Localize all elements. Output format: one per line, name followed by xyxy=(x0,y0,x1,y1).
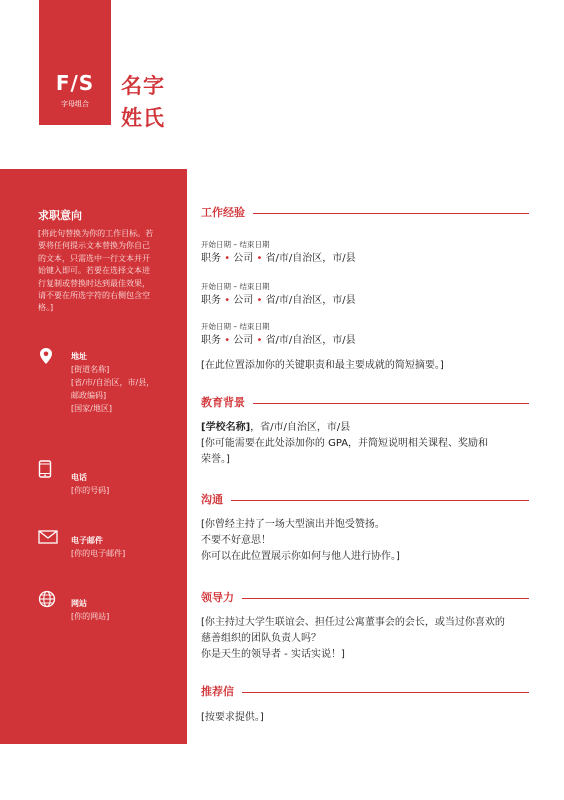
references-section-title: 推荐信 xyxy=(201,684,242,700)
school-location: ，省/市/自治区，市/县 xyxy=(250,422,351,433)
job-dates: 开始日期 – 结束日期 xyxy=(201,240,270,249)
text-line: 不要不好意思！ xyxy=(201,535,271,546)
education-school-line xyxy=(201,420,529,436)
text-line: 慈善组织的团队负责人吗？ xyxy=(201,633,321,644)
address-label: 地址 xyxy=(71,352,87,361)
leadership-section-header xyxy=(201,590,529,606)
communication-text xyxy=(201,517,529,565)
section-rule xyxy=(201,598,529,599)
leadership-text xyxy=(201,615,529,663)
website-label: 网站 xyxy=(71,599,87,608)
communication-section-header xyxy=(201,492,529,508)
monogram-initials: F/S xyxy=(55,71,95,95)
section-rule xyxy=(201,500,529,501)
job-entry xyxy=(201,282,356,306)
monogram-block xyxy=(39,0,111,125)
job-title-line xyxy=(201,296,356,306)
job-company: 公司 xyxy=(233,335,254,346)
education-details: [你可能需要在此处添加你的 GPA，并简短说明相关课程、奖励和 xyxy=(201,438,489,449)
address-line: [省/市/自治区，市/县， xyxy=(71,378,155,387)
job-company: 公司 xyxy=(233,253,254,264)
separator-dot: • xyxy=(256,253,263,264)
separator-dot: • xyxy=(224,335,231,346)
monogram-caption: 字母组合 xyxy=(61,100,89,108)
address-line: [街道名称] xyxy=(71,365,110,374)
last-name: 姓氏 xyxy=(121,106,165,130)
location-pin-icon xyxy=(38,347,56,365)
job-dates: 开始日期 – 结束日期 xyxy=(201,322,270,331)
objective-title: 求职意向 xyxy=(38,209,82,222)
separator-dot: • xyxy=(224,253,231,264)
job-location: 省/市/自治区，市/县 xyxy=(265,253,356,264)
website-value: [你的网站] xyxy=(71,612,110,621)
first-name: 名字 xyxy=(121,74,165,98)
phone-value: [你的号码] xyxy=(71,486,110,495)
job-dates: 开始日期 – 结束日期 xyxy=(201,282,270,291)
education-details: 荣誉。] xyxy=(201,454,230,465)
candidate-name xyxy=(121,70,165,134)
education-section-title: 教育背景 xyxy=(201,395,253,411)
job-location: 省/市/自治区，市/县 xyxy=(265,335,356,346)
section-rule xyxy=(201,692,529,693)
email-label: 电子邮件 xyxy=(71,536,103,545)
globe-icon xyxy=(38,590,56,608)
objective-text: [将此句替换为你的工作目标。若要将任何提示文本替换为你自己的文本，只需选中一行文本并开始键入即可。若要在选择文本进行复制或替换时达到最佳效果，请不要在所选字符的右侧包含空格。] xyxy=(38,229,154,313)
job-title-line xyxy=(201,254,356,264)
job-role: 职务 xyxy=(201,253,221,264)
job-location: 省/市/自治区，市/县 xyxy=(265,295,356,306)
job-role: 职务 xyxy=(201,335,221,346)
work-summary: [在此位置添加你的关键职责和最主要成就的简短摘要。] xyxy=(201,360,444,371)
phone-icon xyxy=(38,460,56,478)
job-role: 职务 xyxy=(201,295,221,306)
envelope-icon xyxy=(38,529,56,547)
text-line: [你主持过大学生联谊会、担任过公寓董事会的会长，或当过你喜欢的 xyxy=(201,617,505,628)
separator-dot: • xyxy=(256,295,263,306)
text-line: [你曾经主持了一场大型演出并饱受赞扬。 xyxy=(201,519,385,530)
address-line: [国家/地区] xyxy=(71,404,112,413)
job-company: 公司 xyxy=(233,295,254,306)
text-line: 你可以在此位置展示你如何与他人进行协作。] xyxy=(201,551,400,562)
education-section-header xyxy=(201,395,529,411)
references-section-header xyxy=(201,684,529,700)
text-line: 你是天生的领导者 - 实话实说！] xyxy=(201,649,345,660)
phone-label: 电话 xyxy=(71,473,87,482)
email-value: [你的电子邮件] xyxy=(71,549,126,558)
job-entry xyxy=(201,240,356,264)
school-name: [学校名称] xyxy=(201,422,251,433)
communication-section-title: 沟通 xyxy=(201,492,231,508)
job-title-line xyxy=(201,336,356,346)
work-section-title: 工作经验 xyxy=(201,205,253,221)
leadership-section-title: 领导力 xyxy=(201,590,242,606)
address-line: 邮政编码] xyxy=(71,391,107,400)
education-entry xyxy=(201,420,529,468)
separator-dot: • xyxy=(256,335,263,346)
separator-dot: • xyxy=(224,295,231,306)
sidebar xyxy=(0,169,187,744)
job-entry xyxy=(201,322,356,346)
references-text: [按要求提供。] xyxy=(201,712,264,723)
work-section-header xyxy=(201,205,529,221)
